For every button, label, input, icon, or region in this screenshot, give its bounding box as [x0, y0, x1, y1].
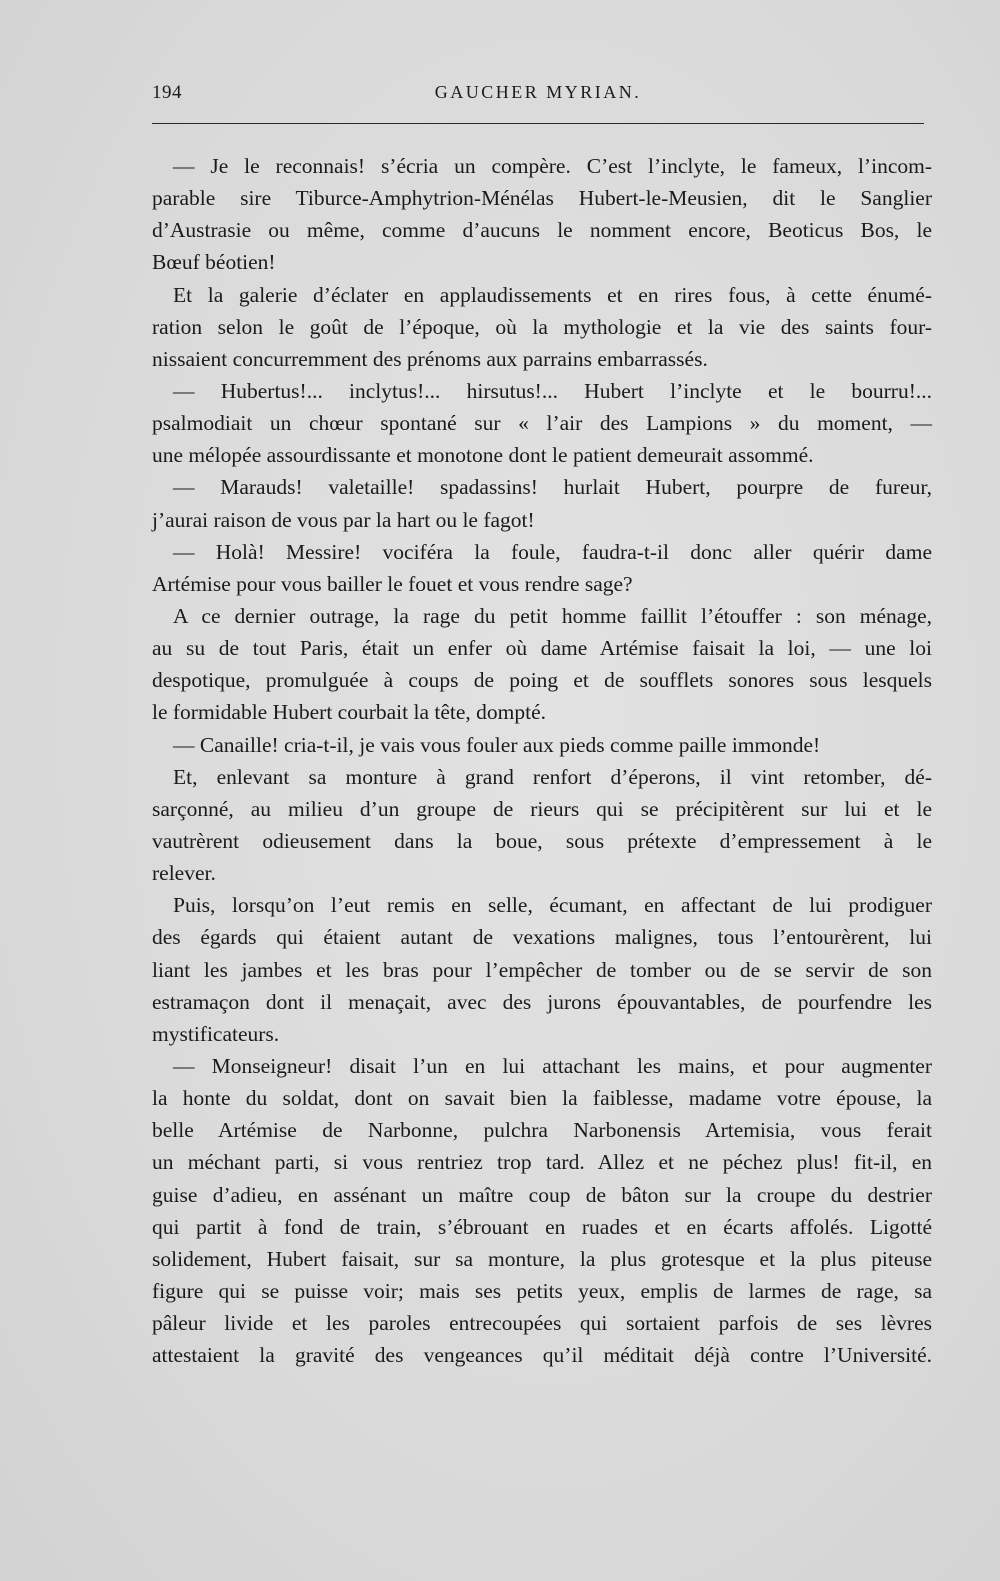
text-line: mystificateurs.	[152, 1021, 280, 1046]
text-line: la honte du soldat, dont on savait bien la faiblesse, madame votre épouse, la	[152, 1086, 932, 1111]
text-line: ration selon le goût de l’époque, où la mythologie et la vie des saints four-	[152, 314, 932, 339]
text-line: qui partit à fond de train, s’ébrouant en ruades et en écarts affolés. Ligotté	[152, 1214, 932, 1239]
text-line: relever.	[152, 861, 216, 886]
text-line: liant les jambes et les bras pour l’empêcher de tomber ou de se servir de son	[152, 957, 932, 982]
text-line: A ce dernier outrage, la rage du petit homme faillit l’étouffer : son ménage,	[173, 603, 932, 628]
text-line: Bœuf béotien!	[152, 250, 276, 275]
body-text	[152, 150, 932, 1371]
text-line: une mélopée assourdissante et monotone dont le patient demeurait assommé.	[152, 443, 814, 468]
text-line: Et, enlevant sa monture à grand renfort d’éperons, il vint retomber, dé-	[173, 764, 932, 789]
text-line: — Monseigneur! disait l’un en lui attachant les mains, et pour augmenter	[173, 1053, 932, 1078]
text-line: Artémise pour vous bailler le fouet et vous rendre sage?	[152, 571, 633, 596]
text-line: attestaient la gravité des vengeances qu’il méditait déjà contre l’Université.	[152, 1343, 932, 1368]
text-line: vautrèrent odieusement dans la boue, sous prétexte d’empressement à le	[152, 828, 932, 853]
text-line: nissaient concurremment des prénoms aux parrains embarrassés.	[152, 346, 708, 371]
text-line: solidement, Hubert faisait, sur sa monture, la plus grotesque et la plus piteuse	[152, 1246, 932, 1271]
text-line: — Je le reconnais! s’écria un compère. C’est l’inclyte, le fameux, l’incom-	[173, 154, 932, 178]
text-line: Puis, lorsqu’on l’eut remis en selle, écumant, en affectant de lui prodiguer	[173, 893, 932, 918]
text-line: le formidable Hubert courbait la tête, dompté.	[152, 700, 547, 725]
text-line: despotique, promulguée à coups de poing et de soufflets sonores sous lesquels	[152, 668, 932, 693]
text-line: — Hubertus!... inclytus!... hirsutus!... Hubert l’inclyte et le bourru!...	[173, 378, 932, 403]
text-line: — Canaille! cria-t-il, je vais vous fouler aux pieds comme paille immonde!	[173, 732, 821, 757]
text-line: sarçonné, au milieu d’un groupe de rieurs qui se précipitèrent sur lui et le	[152, 796, 932, 821]
text-line: — Holà! Messire! vociféra la foule, faudra-t-il donc aller quérir dame	[173, 539, 932, 564]
text-line: psalmodiait un chœur spontané sur « l’air des Lampions » du moment, —	[152, 411, 932, 436]
page-header	[152, 82, 924, 112]
text-line: figure qui se puisse voir; mais ses petits yeux, emplis de larmes de rage, sa	[152, 1278, 932, 1303]
text-line: Et la galerie d’éclater en applaudissements et en rires fous, à cette énumé-	[173, 282, 932, 307]
text-line: belle Artémise de Narbonne, pulchra Narbonensis Artemisia, vous ferait	[152, 1118, 932, 1143]
text-line: — Marauds! valetaille! spadassins! hurlait Hubert, pourpre de fureur,	[173, 475, 932, 500]
text-line: estramaçon dont il menaçait, avec des jurons épouvantables, de pourfendre les	[152, 989, 932, 1014]
text-line: pâleur livide et les paroles entrecoupées qui sortaient parfois de ses lèvres	[152, 1311, 932, 1336]
page-number: 194	[152, 82, 182, 103]
text-line: j’aurai raison de vous par la hart ou le fagot!	[152, 507, 535, 532]
text-line: au su de tout Paris, était un enfer où dame Artémise faisait la loi, — une loi	[152, 636, 932, 661]
running-title: GAUCHER MYRIAN.	[434, 82, 642, 102]
header-rule	[152, 123, 924, 124]
text-line: guise d’adieu, en assénant un maître coup de bâton sur la croupe du destrier	[152, 1182, 932, 1207]
text-line: d’Austrasie ou même, comme d’aucuns le nomment encore, Beoticus Bos, le	[152, 218, 932, 243]
text-line: un méchant parti, si vous rentriez trop tard. Allez et ne péchez plus! fit-il, en	[152, 1150, 932, 1175]
text-line: des égards qui étaient autant de vexations malignes, tous l’entourèrent, lui	[152, 925, 932, 950]
text-line: parable sire Tiburce-Amphytrion-Ménélas Hubert-le-Meusien, dit le Sanglier	[152, 186, 932, 211]
